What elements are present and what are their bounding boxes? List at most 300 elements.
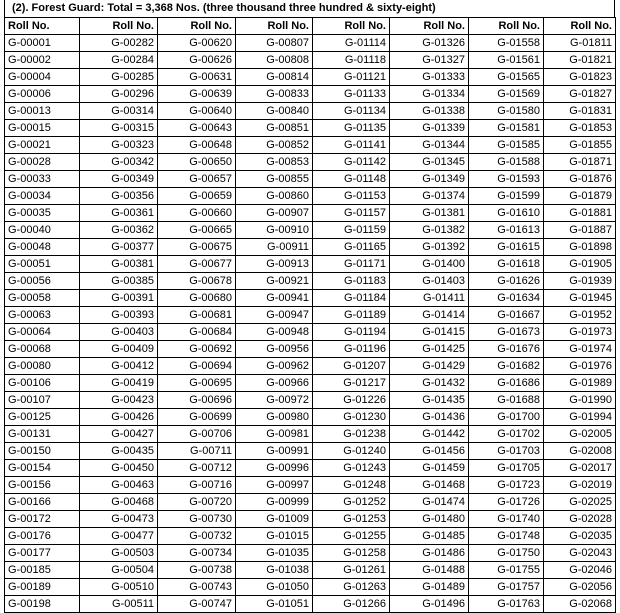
roll-number-cell: G-01855 — [544, 137, 616, 154]
roll-number-cell: G-01050 — [236, 579, 313, 596]
roll-number-table — [4, 17, 616, 613]
roll-number-cell: G-01821 — [544, 52, 616, 69]
roll-number-cell: G-01459 — [390, 460, 469, 477]
roll-number-cell: G-01261 — [313, 562, 390, 579]
roll-number-cell: G-00176 — [5, 528, 80, 545]
roll-number-cell: G-01569 — [469, 86, 544, 103]
column-header: Roll No. — [313, 18, 390, 35]
roll-number-cell: G-02056 — [544, 579, 616, 596]
roll-number-cell: G-00412 — [80, 358, 158, 375]
roll-number-cell: G-00015 — [5, 120, 80, 137]
roll-number-cell: G-01142 — [313, 154, 390, 171]
roll-number-cell: G-01474 — [390, 494, 469, 511]
roll-number-cell: G-00626 — [158, 52, 236, 69]
roll-number-cell: G-01703 — [469, 443, 544, 460]
roll-number-cell: G-01823 — [544, 69, 616, 86]
column-header: Roll No. — [544, 18, 616, 35]
table-row — [5, 477, 616, 494]
roll-number-cell: G-00853 — [236, 154, 313, 171]
roll-number-cell: G-00907 — [236, 205, 313, 222]
roll-number-cell: G-01429 — [390, 358, 469, 375]
roll-number-cell: G-00684 — [158, 324, 236, 341]
table-row — [5, 596, 616, 613]
roll-number-cell: G-00694 — [158, 358, 236, 375]
roll-number-cell: G-01148 — [313, 171, 390, 188]
roll-number-cell: G-01976 — [544, 358, 616, 375]
roll-number-cell: G-00852 — [236, 137, 313, 154]
roll-number-cell: G-00675 — [158, 239, 236, 256]
column-header: Roll No. — [80, 18, 158, 35]
roll-number-cell: G-01561 — [469, 52, 544, 69]
roll-number-cell: G-00947 — [236, 307, 313, 324]
roll-number-cell: G-00426 — [80, 409, 158, 426]
roll-number-cell: G-01939 — [544, 273, 616, 290]
roll-number-cell: G-01871 — [544, 154, 616, 171]
roll-number-cell: G-00681 — [158, 307, 236, 324]
roll-number-cell: G-00747 — [158, 596, 236, 613]
roll-number-cell: G-01196 — [313, 341, 390, 358]
roll-number-cell: G-00021 — [5, 137, 80, 154]
roll-number-cell: G-00962 — [236, 358, 313, 375]
roll-number-cell: G-01338 — [390, 103, 469, 120]
roll-number-cell: G-01827 — [544, 86, 616, 103]
roll-number-cell: G-02005 — [544, 426, 616, 443]
roll-number-cell: G-00503 — [80, 545, 158, 562]
roll-number-cell: G-00833 — [236, 86, 313, 103]
roll-number-cell: G-01141 — [313, 137, 390, 154]
roll-number-cell: G-00040 — [5, 222, 80, 239]
roll-number-cell: G-01580 — [469, 103, 544, 120]
roll-number-cell: G-01035 — [236, 545, 313, 562]
roll-number-cell: G-01171 — [313, 256, 390, 273]
roll-number-cell: G-02046 — [544, 562, 616, 579]
roll-number-cell: G-01339 — [390, 120, 469, 137]
roll-number-cell: G-02025 — [544, 494, 616, 511]
roll-number-cell: G-01253 — [313, 511, 390, 528]
roll-number-cell: G-01748 — [469, 528, 544, 545]
roll-number-cell: G-00913 — [236, 256, 313, 273]
roll-number-cell: G-01686 — [469, 375, 544, 392]
roll-number-cell: G-00695 — [158, 375, 236, 392]
roll-number-cell: G-01755 — [469, 562, 544, 579]
roll-number-cell: G-02028 — [544, 511, 616, 528]
table-row — [5, 137, 616, 154]
roll-number-cell: G-00730 — [158, 511, 236, 528]
roll-number-cell: G-01230 — [313, 409, 390, 426]
roll-number-cell: G-01853 — [544, 120, 616, 137]
roll-number-cell: G-00002 — [5, 52, 80, 69]
table-row — [5, 273, 616, 290]
roll-number-cell: G-01374 — [390, 188, 469, 205]
column-header: Roll No. — [390, 18, 469, 35]
roll-number-cell: G-00706 — [158, 426, 236, 443]
roll-number-cell: G-01705 — [469, 460, 544, 477]
table-row — [5, 375, 616, 392]
roll-number-cell: G-01700 — [469, 409, 544, 426]
roll-number-cell: G-01723 — [469, 477, 544, 494]
roll-number-cell: G-00699 — [158, 409, 236, 426]
roll-number-cell: G-01726 — [469, 494, 544, 511]
roll-number-cell: G-01252 — [313, 494, 390, 511]
roll-number-cell: G-01989 — [544, 375, 616, 392]
roll-number-cell: G-01496 — [390, 596, 469, 613]
roll-number-cell: G-00048 — [5, 239, 80, 256]
roll-number-cell: G-00851 — [236, 120, 313, 137]
roll-number-cell: G-01334 — [390, 86, 469, 103]
roll-number-cell: G-01118 — [313, 52, 390, 69]
table-row — [5, 86, 616, 103]
roll-number-cell: G-01392 — [390, 239, 469, 256]
roll-number-cell: G-02017 — [544, 460, 616, 477]
table-row — [5, 154, 616, 171]
roll-number-cell: G-01757 — [469, 579, 544, 596]
roll-number-cell: G-01258 — [313, 545, 390, 562]
table-row — [5, 545, 616, 562]
roll-number-cell: G-01811 — [544, 35, 616, 52]
roll-number-cell: G-00284 — [80, 52, 158, 69]
roll-number-cell: G-01610 — [469, 205, 544, 222]
table-row — [5, 239, 616, 256]
roll-number-cell: G-00080 — [5, 358, 80, 375]
roll-number-cell: G-00840 — [236, 103, 313, 120]
roll-number-cell: G-00511 — [80, 596, 158, 613]
roll-number-cell: G-00855 — [236, 171, 313, 188]
table-row — [5, 443, 616, 460]
roll-number-cell: G-00921 — [236, 273, 313, 290]
roll-number-cell: G-00419 — [80, 375, 158, 392]
roll-number-cell: G-00910 — [236, 222, 313, 239]
roll-number-cell: G-01456 — [390, 443, 469, 460]
roll-number-cell: G-01133 — [313, 86, 390, 103]
roll-number-cell: G-01488 — [390, 562, 469, 579]
roll-number-cell: G-00377 — [80, 239, 158, 256]
roll-number-cell: G-01248 — [313, 477, 390, 494]
table-row — [5, 222, 616, 239]
roll-number-cell: G-00468 — [80, 494, 158, 511]
roll-number-cell: G-01411 — [390, 290, 469, 307]
roll-number-cell: G-02043 — [544, 545, 616, 562]
roll-number-cell: G-00056 — [5, 273, 80, 290]
roll-number-cell: G-01673 — [469, 324, 544, 341]
roll-number-cell: G-00156 — [5, 477, 80, 494]
roll-number-cell: G-01879 — [544, 188, 616, 205]
roll-number-cell: G-00807 — [236, 35, 313, 52]
roll-number-cell: G-00013 — [5, 103, 80, 120]
table-row — [5, 69, 616, 86]
roll-number-cell: G-00172 — [5, 511, 80, 528]
roll-number-cell: G-01135 — [313, 120, 390, 137]
roll-number-cell: G-01565 — [469, 69, 544, 86]
roll-number-cell: G-00643 — [158, 120, 236, 137]
roll-number-document — [4, 0, 615, 613]
roll-number-cell: G-00403 — [80, 324, 158, 341]
roll-number-cell: G-00860 — [236, 188, 313, 205]
roll-number-cell: G-00381 — [80, 256, 158, 273]
roll-number-cell: G-00996 — [236, 460, 313, 477]
roll-number-cell: G-01682 — [469, 358, 544, 375]
table-row — [5, 579, 616, 596]
roll-number-cell: G-01613 — [469, 222, 544, 239]
roll-number-cell: G-00185 — [5, 562, 80, 579]
roll-number-cell: G-01382 — [390, 222, 469, 239]
roll-number-cell: G-00660 — [158, 205, 236, 222]
roll-number-cell: G-00004 — [5, 69, 80, 86]
roll-number-cell: G-01952 — [544, 307, 616, 324]
roll-number-cell: G-02008 — [544, 443, 616, 460]
roll-number-cell: G-01990 — [544, 392, 616, 409]
roll-number-cell: G-01905 — [544, 256, 616, 273]
roll-number-cell: G-01432 — [390, 375, 469, 392]
roll-number-cell: G-01159 — [313, 222, 390, 239]
roll-number-cell: G-00808 — [236, 52, 313, 69]
roll-number-cell: G-01702 — [469, 426, 544, 443]
roll-number-cell: G-02019 — [544, 477, 616, 494]
table-row — [5, 103, 616, 120]
roll-number-cell: G-01121 — [313, 69, 390, 86]
roll-number-cell: G-00064 — [5, 324, 80, 341]
table-row — [5, 409, 616, 426]
roll-number-cell: G-00659 — [158, 188, 236, 205]
roll-number-cell: G-00981 — [236, 426, 313, 443]
roll-number-cell: G-00450 — [80, 460, 158, 477]
roll-number-cell: G-01667 — [469, 307, 544, 324]
roll-number-cell: G-01349 — [390, 171, 469, 188]
roll-number-cell: G-01558 — [469, 35, 544, 52]
roll-number-cell: G-00941 — [236, 290, 313, 307]
roll-number-cell: G-01435 — [390, 392, 469, 409]
roll-number-cell: G-00463 — [80, 477, 158, 494]
roll-number-cell: G-01688 — [469, 392, 544, 409]
roll-number-cell: G-02035 — [544, 528, 616, 545]
roll-number-cell: G-01189 — [313, 307, 390, 324]
roll-number-cell: G-00315 — [80, 120, 158, 137]
roll-number-cell: G-00154 — [5, 460, 80, 477]
roll-number-cell: G-00743 — [158, 579, 236, 596]
roll-number-cell: G-00035 — [5, 205, 80, 222]
roll-number-cell: G-00956 — [236, 341, 313, 358]
roll-number-cell: G-01973 — [544, 324, 616, 341]
roll-number-cell: G-01974 — [544, 341, 616, 358]
roll-number-cell: G-01263 — [313, 579, 390, 596]
roll-number-cell: G-00198 — [5, 596, 80, 613]
roll-number-cell: G-00435 — [80, 443, 158, 460]
table-row — [5, 256, 616, 273]
roll-number-cell: G-01676 — [469, 341, 544, 358]
roll-number-cell: G-00068 — [5, 341, 80, 358]
roll-number-cell: G-00427 — [80, 426, 158, 443]
table-row — [5, 120, 616, 137]
roll-number-cell: G-00972 — [236, 392, 313, 409]
roll-number-cell: G-01327 — [390, 52, 469, 69]
roll-number-cell: G-01381 — [390, 205, 469, 222]
roll-number-cell: G-00504 — [80, 562, 158, 579]
roll-number-cell: G-01887 — [544, 222, 616, 239]
table-row — [5, 290, 616, 307]
table-row — [5, 494, 616, 511]
roll-number-cell: G-01238 — [313, 426, 390, 443]
roll-number-cell: G-00033 — [5, 171, 80, 188]
roll-number-cell: G-00948 — [236, 324, 313, 341]
roll-number-cell: G-00106 — [5, 375, 80, 392]
roll-number-cell: G-01436 — [390, 409, 469, 426]
roll-number-cell: G-01763 — [469, 596, 544, 613]
roll-number-cell: G-00001 — [5, 35, 80, 52]
roll-number-cell: G-01599 — [469, 188, 544, 205]
roll-number-cell: G-01480 — [390, 511, 469, 528]
table-row — [5, 562, 616, 579]
roll-number-cell: G-00423 — [80, 392, 158, 409]
roll-number-cell: G-01898 — [544, 239, 616, 256]
roll-number-cell: G-00177 — [5, 545, 80, 562]
roll-number-cell: G-01345 — [390, 154, 469, 171]
roll-number-cell: G-01486 — [390, 545, 469, 562]
roll-number-cell: G-01333 — [390, 69, 469, 86]
roll-number-cell: G-00063 — [5, 307, 80, 324]
roll-number-cell: G-00966 — [236, 375, 313, 392]
roll-number-cell: G-01876 — [544, 171, 616, 188]
roll-number-cell: G-00391 — [80, 290, 158, 307]
roll-number-cell: G-00711 — [158, 443, 236, 460]
roll-number-cell: G-01183 — [313, 273, 390, 290]
roll-number-cell: G-01626 — [469, 273, 544, 290]
roll-number-cell: G-00620 — [158, 35, 236, 52]
roll-number-cell: G-00648 — [158, 137, 236, 154]
roll-number-cell: G-01344 — [390, 137, 469, 154]
roll-number-cell: G-00131 — [5, 426, 80, 443]
roll-number-cell: G-00657 — [158, 171, 236, 188]
roll-number-cell: G-00282 — [80, 35, 158, 52]
roll-number-cell: G-01403 — [390, 273, 469, 290]
roll-number-cell: G-01615 — [469, 239, 544, 256]
roll-number-cell: G-01153 — [313, 188, 390, 205]
roll-number-cell: G-00665 — [158, 222, 236, 239]
roll-number-cell: G-01414 — [390, 307, 469, 324]
roll-number-cell: G-01489 — [390, 579, 469, 596]
roll-number-cell: G-00189 — [5, 579, 80, 596]
table-row — [5, 528, 616, 545]
roll-number-cell: G-01184 — [313, 290, 390, 307]
table-row — [5, 511, 616, 528]
roll-number-cell: G-00477 — [80, 528, 158, 545]
roll-number-cell: G-00696 — [158, 392, 236, 409]
roll-number-cell: G-00814 — [236, 69, 313, 86]
header-row — [5, 18, 616, 35]
roll-number-cell: G-00356 — [80, 188, 158, 205]
table-row — [5, 426, 616, 443]
roll-number-cell: G-00362 — [80, 222, 158, 239]
table-row — [5, 307, 616, 324]
roll-number-cell: G-00631 — [158, 69, 236, 86]
table-row — [5, 205, 616, 222]
roll-number-cell: G-01588 — [469, 154, 544, 171]
roll-number-cell: G-00738 — [158, 562, 236, 579]
roll-number-cell: G-01881 — [544, 205, 616, 222]
roll-number-cell: G-00991 — [236, 443, 313, 460]
roll-number-cell: G-00296 — [80, 86, 158, 103]
roll-number-cell: G-01266 — [313, 596, 390, 613]
roll-number-cell: G-00342 — [80, 154, 158, 171]
roll-number-cell: G-01157 — [313, 205, 390, 222]
roll-number-cell: G-01400 — [390, 256, 469, 273]
roll-number-cell: G-01226 — [313, 392, 390, 409]
roll-number-cell: G-01468 — [390, 477, 469, 494]
roll-number-cell: G-01207 — [313, 358, 390, 375]
table-row — [5, 35, 616, 52]
roll-number-cell: G-01831 — [544, 103, 616, 120]
roll-number-cell: G-00692 — [158, 341, 236, 358]
roll-number-cell: G-01326 — [390, 35, 469, 52]
roll-number-cell: G-00349 — [80, 171, 158, 188]
roll-number-cell: G-01217 — [313, 375, 390, 392]
roll-number-cell: G-00473 — [80, 511, 158, 528]
roll-number-cell: G-01038 — [236, 562, 313, 579]
table-row — [5, 171, 616, 188]
roll-number-cell: G-00680 — [158, 290, 236, 307]
roll-number-cell: G-01581 — [469, 120, 544, 137]
roll-number-cell: G-00999 — [236, 494, 313, 511]
roll-number-cell: G-01415 — [390, 324, 469, 341]
roll-number-cell: G-00323 — [80, 137, 158, 154]
roll-number-cell: G-01485 — [390, 528, 469, 545]
roll-number-cell: G-01134 — [313, 103, 390, 120]
roll-number-cell: G-01945 — [544, 290, 616, 307]
roll-number-cell: G-00314 — [80, 103, 158, 120]
roll-number-cell: G-01243 — [313, 460, 390, 477]
roll-number-cell: G-01618 — [469, 256, 544, 273]
roll-number-cell: G-01442 — [390, 426, 469, 443]
roll-number-cell: G-01585 — [469, 137, 544, 154]
roll-number-cell: G-01114 — [313, 35, 390, 52]
table-row — [5, 188, 616, 205]
roll-number-cell: G-00677 — [158, 256, 236, 273]
roll-number-cell: G-00678 — [158, 273, 236, 290]
roll-number-cell: G-00510 — [80, 579, 158, 596]
roll-number-cell: G-01593 — [469, 171, 544, 188]
roll-number-cell: G-01015 — [236, 528, 313, 545]
table-row — [5, 52, 616, 69]
column-header: Roll No. — [5, 18, 80, 35]
roll-number-cell: G-01994 — [544, 409, 616, 426]
roll-number-cell: G-00409 — [80, 341, 158, 358]
roll-number-cell: G-01051 — [236, 596, 313, 613]
roll-number-cell: G-01009 — [236, 511, 313, 528]
roll-number-cell: G-00640 — [158, 103, 236, 120]
roll-number-cell: G-01634 — [469, 290, 544, 307]
table-row — [5, 392, 616, 409]
roll-number-cell: G-01425 — [390, 341, 469, 358]
roll-number-cell: G-00006 — [5, 86, 80, 103]
roll-number-cell: G-01165 — [313, 239, 390, 256]
table-row — [5, 460, 616, 477]
roll-number-cell: G-00385 — [80, 273, 158, 290]
roll-number-cell: G-00980 — [236, 409, 313, 426]
table-row — [5, 358, 616, 375]
column-header: Roll No. — [469, 18, 544, 35]
roll-number-cell: G-00034 — [5, 188, 80, 205]
roll-number-cell: G-00734 — [158, 545, 236, 562]
roll-number-cell: G-01740 — [469, 511, 544, 528]
roll-number-cell: G-01750 — [469, 545, 544, 562]
column-header: Roll No. — [236, 18, 313, 35]
roll-number-cell: G-00150 — [5, 443, 80, 460]
roll-number-cell: G-02068 — [544, 596, 616, 613]
roll-number-cell: G-00028 — [5, 154, 80, 171]
roll-number-cell: G-00051 — [5, 256, 80, 273]
roll-number-cell: G-00712 — [158, 460, 236, 477]
table-row — [5, 324, 616, 341]
roll-number-cell: G-00716 — [158, 477, 236, 494]
roll-number-cell: G-00732 — [158, 528, 236, 545]
